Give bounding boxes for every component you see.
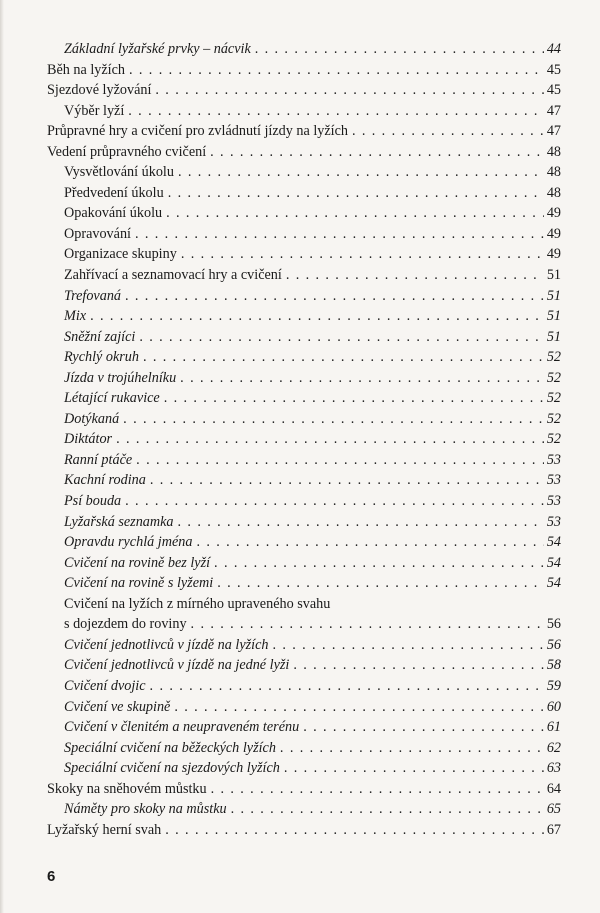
dot-leader [128,101,544,122]
toc-entry [0,101,600,122]
toc-entry-page: 51 [546,267,561,284]
toc-entry-page: 45 [546,82,561,99]
dot-leader [280,738,544,759]
toc-entry [0,738,600,759]
toc-entry-title: Opravdu rychlá jména [64,534,193,551]
toc-entry-page: 49 [546,205,561,222]
toc-entry-title: Cvičení na rovině bez lyží [64,554,211,571]
toc-entry-page: 52 [546,369,561,386]
toc-entry-title: Cvičení v členitém a neupraveném terénu [64,719,300,736]
toc-entry-title: Sjezdové lyžování [47,82,152,99]
toc-entry [0,614,600,635]
toc-entry-page: 51 [546,308,561,325]
dot-leader [143,347,544,368]
toc-entry-title: Předvedení úkolu [64,184,164,201]
toc-entry-page: 53 [546,513,561,530]
toc-entry [0,409,600,430]
toc-entry-title: Speciální cvičení na běžeckých lyžích [64,739,276,756]
toc-entry-title: Lyžařská seznamka [64,513,174,530]
table-of-contents [0,39,600,840]
toc-entry-page: 53 [546,451,561,468]
toc-entry-page: 48 [546,143,561,160]
toc-entry [0,450,600,471]
toc-entry-title: Speciální cvičení na sjezdových lyžích [64,760,280,777]
toc-entry [0,347,600,368]
toc-entry-page: 53 [546,472,561,489]
toc-entry-title: Létající rukavice [64,390,160,407]
toc-entry [0,142,600,163]
toc-entry-title: Zahřívací a seznamovací hry a cvičení [64,267,282,284]
toc-entry-page: 59 [546,677,561,694]
toc-entry-page: 51 [546,328,561,345]
toc-entry-page: 52 [546,349,561,366]
toc-entry-page: 60 [546,698,561,715]
dot-leader [352,121,544,142]
toc-entry [0,39,600,60]
dot-leader [214,553,544,574]
toc-entry [0,779,600,800]
toc-entry-title: Cvičení jednotlivců v jízdě na lyžích [64,636,269,653]
toc-entry-title: Vedení průpravného cvičení [47,143,207,160]
toc-entry [0,162,600,183]
toc-entry [0,224,600,245]
toc-entry-title: Cvičení jednotlivců v jízdě na jedné lyži [64,657,290,674]
toc-entry [0,368,600,389]
toc-entry [0,80,600,101]
dot-leader [166,203,544,224]
toc-entry-page: 47 [546,123,561,140]
dot-leader [217,573,544,594]
toc-entry [0,203,600,224]
toc-entry [0,470,600,491]
toc-entry [0,532,600,553]
toc-entry [0,306,600,327]
dot-leader [139,327,543,348]
toc-entry [0,697,600,718]
toc-entry-title: Cvičení dvojic [64,677,146,694]
toc-entry-page: 67 [546,821,561,838]
toc-entry-page: 56 [546,616,561,633]
toc-entry [0,676,600,697]
toc-entry [0,265,600,286]
toc-entry-title: Cvičení na lyžích z mírného upraveného svahu [64,595,331,612]
dot-leader [116,429,544,450]
toc-entry [0,655,600,676]
toc-entry-page: 62 [546,739,561,756]
toc-entry-title: Diktátor [64,431,113,448]
toc-entry-title: Dotýkaná [64,410,120,427]
toc-entry-title: Opravování [64,225,131,242]
dot-leader [129,60,544,81]
dot-leader [293,655,543,676]
dot-leader [284,758,544,779]
dot-leader [255,39,544,60]
toc-entry [0,635,600,656]
toc-entry-page: 52 [546,390,561,407]
toc-entry-page: 53 [546,493,561,510]
toc-entry-title: Mix [64,308,87,325]
toc-entry-page: 49 [546,246,561,263]
toc-entry-page: 54 [546,534,561,551]
dot-leader [231,799,544,820]
toc-entry-title: Rychlý okruh [64,349,139,366]
toc-entry-page: 54 [546,575,561,592]
dot-leader [211,779,544,800]
toc-entry-title: Sněžní zajíci [64,328,136,345]
toc-entry-page: 63 [546,760,561,777]
toc-entry-title: Trefovaná [64,287,122,304]
toc-entry-page: 52 [546,431,561,448]
toc-entry [0,512,600,533]
toc-entry [0,799,600,820]
toc-entry [0,491,600,512]
toc-entry-title: Průpravné hry a cvičení pro zvládnutí jízdy na lyžích [47,123,348,140]
toc-entry-page: 54 [546,554,561,571]
dot-leader [155,80,543,101]
toc-entry-page: 44 [546,41,561,57]
toc-entry-title: Výběr lyží [64,102,125,119]
toc-entry-page: 65 [546,801,561,818]
dot-leader [196,532,543,553]
dot-leader [178,512,544,533]
dot-leader [210,142,544,163]
toc-entry-page: 47 [546,102,561,119]
toc-entry-title: Lyžařský herní svah [47,821,162,838]
dot-leader [136,450,544,471]
dot-leader [164,388,544,409]
dot-leader [286,265,544,286]
toc-entry-title: s dojezdem do roviny [64,616,187,633]
toc-entry [0,183,600,204]
toc-entry [0,758,600,779]
toc-entry [0,244,600,265]
toc-entry-title: Organizace skupiny [64,246,177,263]
dot-leader [272,635,543,656]
toc-entry-page: 45 [546,61,561,78]
dot-leader [174,697,543,718]
toc-entry [0,594,600,615]
toc-entry-page: 48 [546,184,561,201]
toc-entry-title: Cvičení na rovině s lyžemi [64,575,214,592]
toc-entry-page: 48 [546,164,561,181]
toc-entry [0,388,600,409]
dot-leader [191,614,544,635]
toc-entry-title: Vysvětlování úkolu [64,164,174,181]
dot-leader [135,224,544,245]
dot-leader [150,470,544,491]
toc-entry-page: 56 [546,636,561,653]
dot-leader [165,820,544,841]
toc-entry-title: Ranní ptáče [64,451,133,468]
toc-entry-title: Opakování úkolu [64,205,163,222]
dot-leader [125,491,544,512]
toc-entry-title: Jízda v trojúhelníku [64,369,177,386]
toc-entry [0,327,600,348]
dot-leader [150,676,544,697]
dot-leader [303,717,544,738]
dot-leader [90,306,544,327]
toc-entry-title: Skoky na sněhovém můstku [47,780,207,797]
toc-entry [0,553,600,574]
toc-entry-page: 61 [546,719,561,736]
toc-entry-page: 49 [546,225,561,242]
toc-entry-page: 51 [546,287,561,304]
toc-entry-title: Běh na lyžích [47,61,126,78]
toc-entry [0,717,600,738]
dot-leader [123,409,544,430]
toc-entry [0,820,600,841]
dot-leader [178,162,544,183]
toc-entry [0,429,600,450]
toc-entry-page: 58 [546,657,561,674]
dot-leader [180,368,544,389]
toc-entry [0,121,600,142]
toc-entry-page: 64 [546,780,561,797]
toc-entry [0,60,600,81]
dot-leader [125,286,544,307]
toc-entry-title: Základní lyžařské prvky – nácvik [64,41,251,57]
toc-entry-title: Psí bouda [64,493,122,510]
toc-entry [0,573,600,594]
toc-entry [0,286,600,307]
toc-entry-page: 52 [546,410,561,427]
toc-entry-title: Kachní rodina [64,472,146,489]
page-number: 6 [47,868,56,885]
dot-leader [168,183,544,204]
dot-leader [181,244,544,265]
toc-entry-title: Cvičení ve skupině [64,698,171,715]
toc-entry-title: Náměty pro skoky na můstku [64,801,227,818]
